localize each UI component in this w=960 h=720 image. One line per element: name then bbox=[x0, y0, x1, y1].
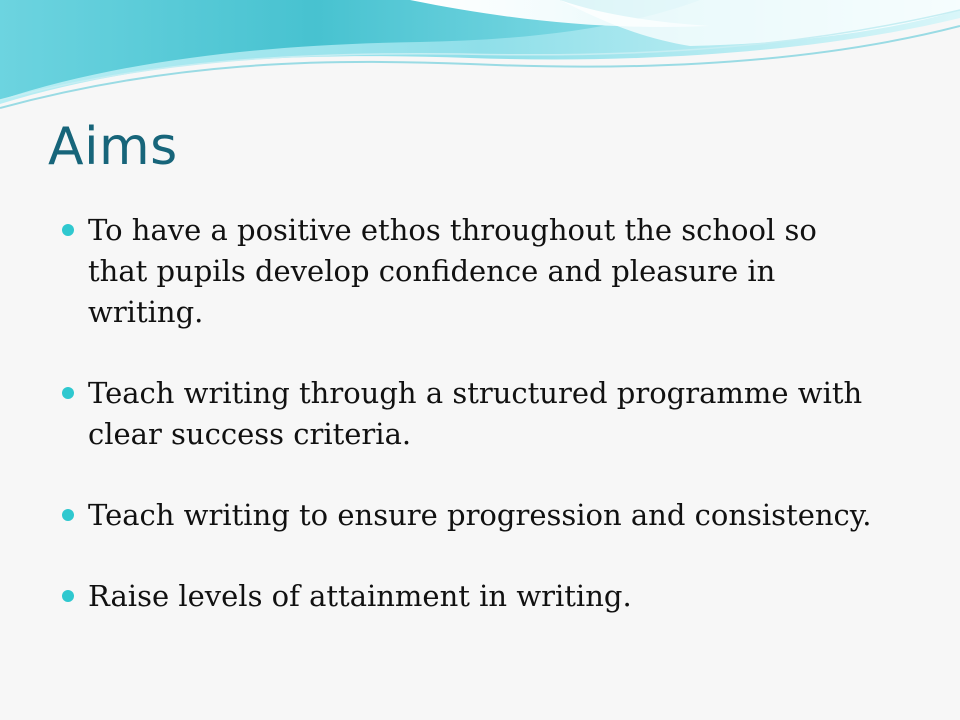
bullet-dot-icon bbox=[62, 387, 74, 399]
bullet-dot-icon bbox=[62, 590, 74, 602]
bullet-dot-icon bbox=[62, 509, 74, 521]
bullet-text: Raise levels of attainment in writing. bbox=[88, 579, 632, 613]
bullet-text: Teach writing to ensure progression and consistency. bbox=[88, 498, 872, 532]
aims-bullet-list bbox=[58, 210, 878, 617]
bullet-item bbox=[58, 495, 878, 536]
header-wave-decoration bbox=[0, 0, 960, 120]
bullet-item bbox=[58, 373, 878, 455]
slide-title: Aims bbox=[48, 117, 178, 177]
bullet-text: To have a positive ethos throughout the school so that pupils develop confidence and pleasure in writing. bbox=[88, 213, 817, 329]
bullet-item bbox=[58, 210, 878, 333]
bullet-text: Teach writing through a structured programme with clear success criteria. bbox=[88, 376, 863, 451]
bullet-dot-icon bbox=[62, 224, 74, 236]
bullet-item bbox=[58, 576, 878, 617]
